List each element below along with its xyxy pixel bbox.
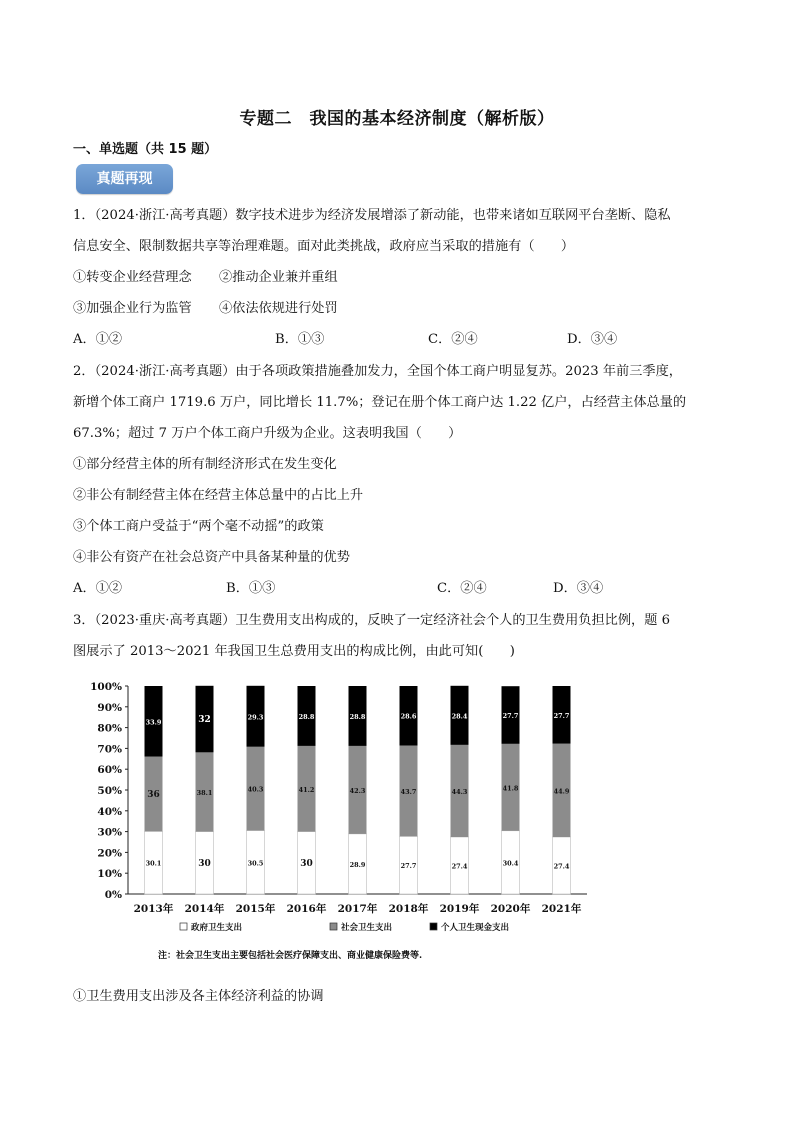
data-label: 28.6: [400, 712, 417, 721]
q1-stem-line1: 1．（2024·浙江·高考真题）数字技术进步为经济发展增添了新动能，也带来诸如互联网平台垄断、隐私: [73, 208, 671, 223]
q2-item-4: ④非公有资产在社会总资产中具备某种量的优势: [73, 550, 350, 565]
y-tick-label: 50%: [97, 785, 122, 797]
y-tick-label: 0%: [104, 889, 122, 901]
q2-item-3: ③个体工商户受益于“两个毫不动摇”的政策: [73, 519, 324, 534]
stacked-bar-chart: [80, 672, 600, 970]
x-tick-label: 2016年: [286, 903, 327, 915]
data-label: 27.7: [553, 711, 570, 720]
q1-item-3: ③加强企业行为监管: [73, 301, 192, 316]
x-tick-label: 2019年: [439, 903, 480, 915]
q1-option-b[interactable]: B．①③: [275, 332, 325, 347]
q1-option-c[interactable]: C．②④: [428, 332, 478, 347]
x-tick-label: 2014年: [184, 903, 225, 915]
q1-item-1: ①转变企业经营理念: [73, 270, 192, 285]
q2-option-c[interactable]: C．②④: [437, 581, 487, 596]
y-tick-label: 60%: [97, 764, 122, 777]
q3-stem-line1: 3．（2023·重庆·高考真题）卫生费用支出构成的，反映了一定经济社会个人的卫生费用负担比例，题 6: [73, 613, 671, 628]
real-exam-badge: 真题再现: [76, 164, 173, 194]
data-label: 27.7: [400, 862, 417, 871]
x-tick-label: 2021年: [541, 903, 582, 915]
x-tick-label: 2017年: [337, 903, 378, 915]
y-tick-label: 10%: [97, 868, 122, 881]
y-tick-label: 80%: [97, 722, 122, 735]
data-label: 38.1: [196, 788, 213, 797]
q3-item-1: ①卫生费用支出涉及各主体经济利益的协调: [73, 989, 324, 1004]
y-tick-label: 90%: [97, 701, 122, 714]
legend-label: 政府卫生支出: [191, 923, 243, 933]
x-tick-label: 2013年: [133, 903, 174, 915]
data-label: 41.8: [502, 784, 519, 793]
data-label: 41.2: [298, 785, 315, 794]
data-label: 28.8: [298, 712, 315, 721]
data-label: 29.3: [247, 713, 264, 722]
x-tick-label: 2020年: [490, 903, 531, 915]
q2-item-2: ②非公有制经营主体在经营主体总量中的占比上升: [73, 488, 364, 503]
q1-option-a[interactable]: A．①②: [73, 332, 123, 347]
data-label: 33.9: [145, 718, 162, 727]
data-label: 30: [198, 858, 211, 869]
q1-item-2: ②推动企业兼并重组: [219, 270, 338, 285]
data-label: 30.4: [502, 859, 519, 868]
chart-note: 注：社会卫生支出主要包括社会医疗保障支出、商业健康保险费等.: [158, 951, 423, 961]
legend-swatch: [330, 923, 337, 930]
data-label: 28.4: [451, 712, 468, 721]
q2-option-b[interactable]: B．①③: [226, 581, 276, 596]
legend-label: 社会卫生支出: [341, 923, 393, 933]
q2-stem-line3: 67.3%；超过 7 万户个体工商户升级为企业。这表明我国（ ）: [73, 426, 462, 441]
y-tick-label: 40%: [97, 805, 122, 818]
q1-stem-line2: 信息安全、限制数据共享等治理难题。面对此类挑战，政府应当采取的措施有（ ）: [73, 239, 575, 254]
q1-option-d[interactable]: D．③④: [567, 332, 618, 347]
q3-stem-line2: 图展示了 2013～2021 年我国卫生总费用支出的构成比例，由此可知( ): [73, 644, 515, 659]
y-tick-label: 30%: [97, 826, 122, 839]
q2-option-a[interactable]: A．①②: [73, 581, 123, 596]
data-label: 44.9: [553, 787, 570, 796]
q2-item-1: ①部分经营主体的所有制经济形式在发生变化: [73, 457, 337, 472]
legend-label: 个人卫生现金支出: [441, 923, 510, 933]
data-label: 36: [147, 789, 160, 800]
data-label: 28.8: [349, 712, 366, 721]
data-label: 30.5: [247, 859, 264, 868]
y-tick-label: 100%: [90, 681, 122, 693]
data-label: 40.3: [247, 785, 264, 794]
x-tick-label: 2018年: [388, 903, 429, 915]
section-heading: 一、单选题（共 15 题）: [73, 142, 218, 157]
x-tick-label: 2015年: [235, 903, 276, 915]
data-label: 42.3: [349, 786, 366, 795]
data-label: 27.7: [502, 712, 519, 721]
data-label: 27.4: [451, 862, 468, 871]
q2-option-d[interactable]: D．③④: [553, 581, 604, 596]
q2-stem-line1: 2．（2024·浙江·高考真题）由于各项政策措施叠加发力，全国个体工商户明显复苏。2023 年前三季度，: [73, 364, 682, 379]
data-label: 44.3: [451, 787, 468, 796]
data-label: 28.9: [349, 860, 366, 869]
data-label: 30.1: [145, 859, 162, 868]
data-label: 30: [300, 858, 313, 869]
legend-swatch: [430, 923, 437, 930]
legend-swatch: [180, 923, 187, 930]
data-label: 27.4: [553, 862, 570, 871]
y-tick-label: 70%: [97, 743, 122, 756]
q1-item-4: ④依法依规进行处罚: [219, 301, 338, 316]
q2-stem-line2: 新增个体工商户 1719.6 万户，同比增长 11.7%；登记在册个体工商户达 1.22 亿户，占经营主体总量的: [73, 395, 687, 410]
page-title: 专题二 我国的基本经济制度（解析版）: [239, 109, 555, 129]
data-label: 32: [198, 715, 211, 726]
data-label: 43.7: [400, 787, 417, 796]
y-tick-label: 20%: [97, 847, 122, 860]
